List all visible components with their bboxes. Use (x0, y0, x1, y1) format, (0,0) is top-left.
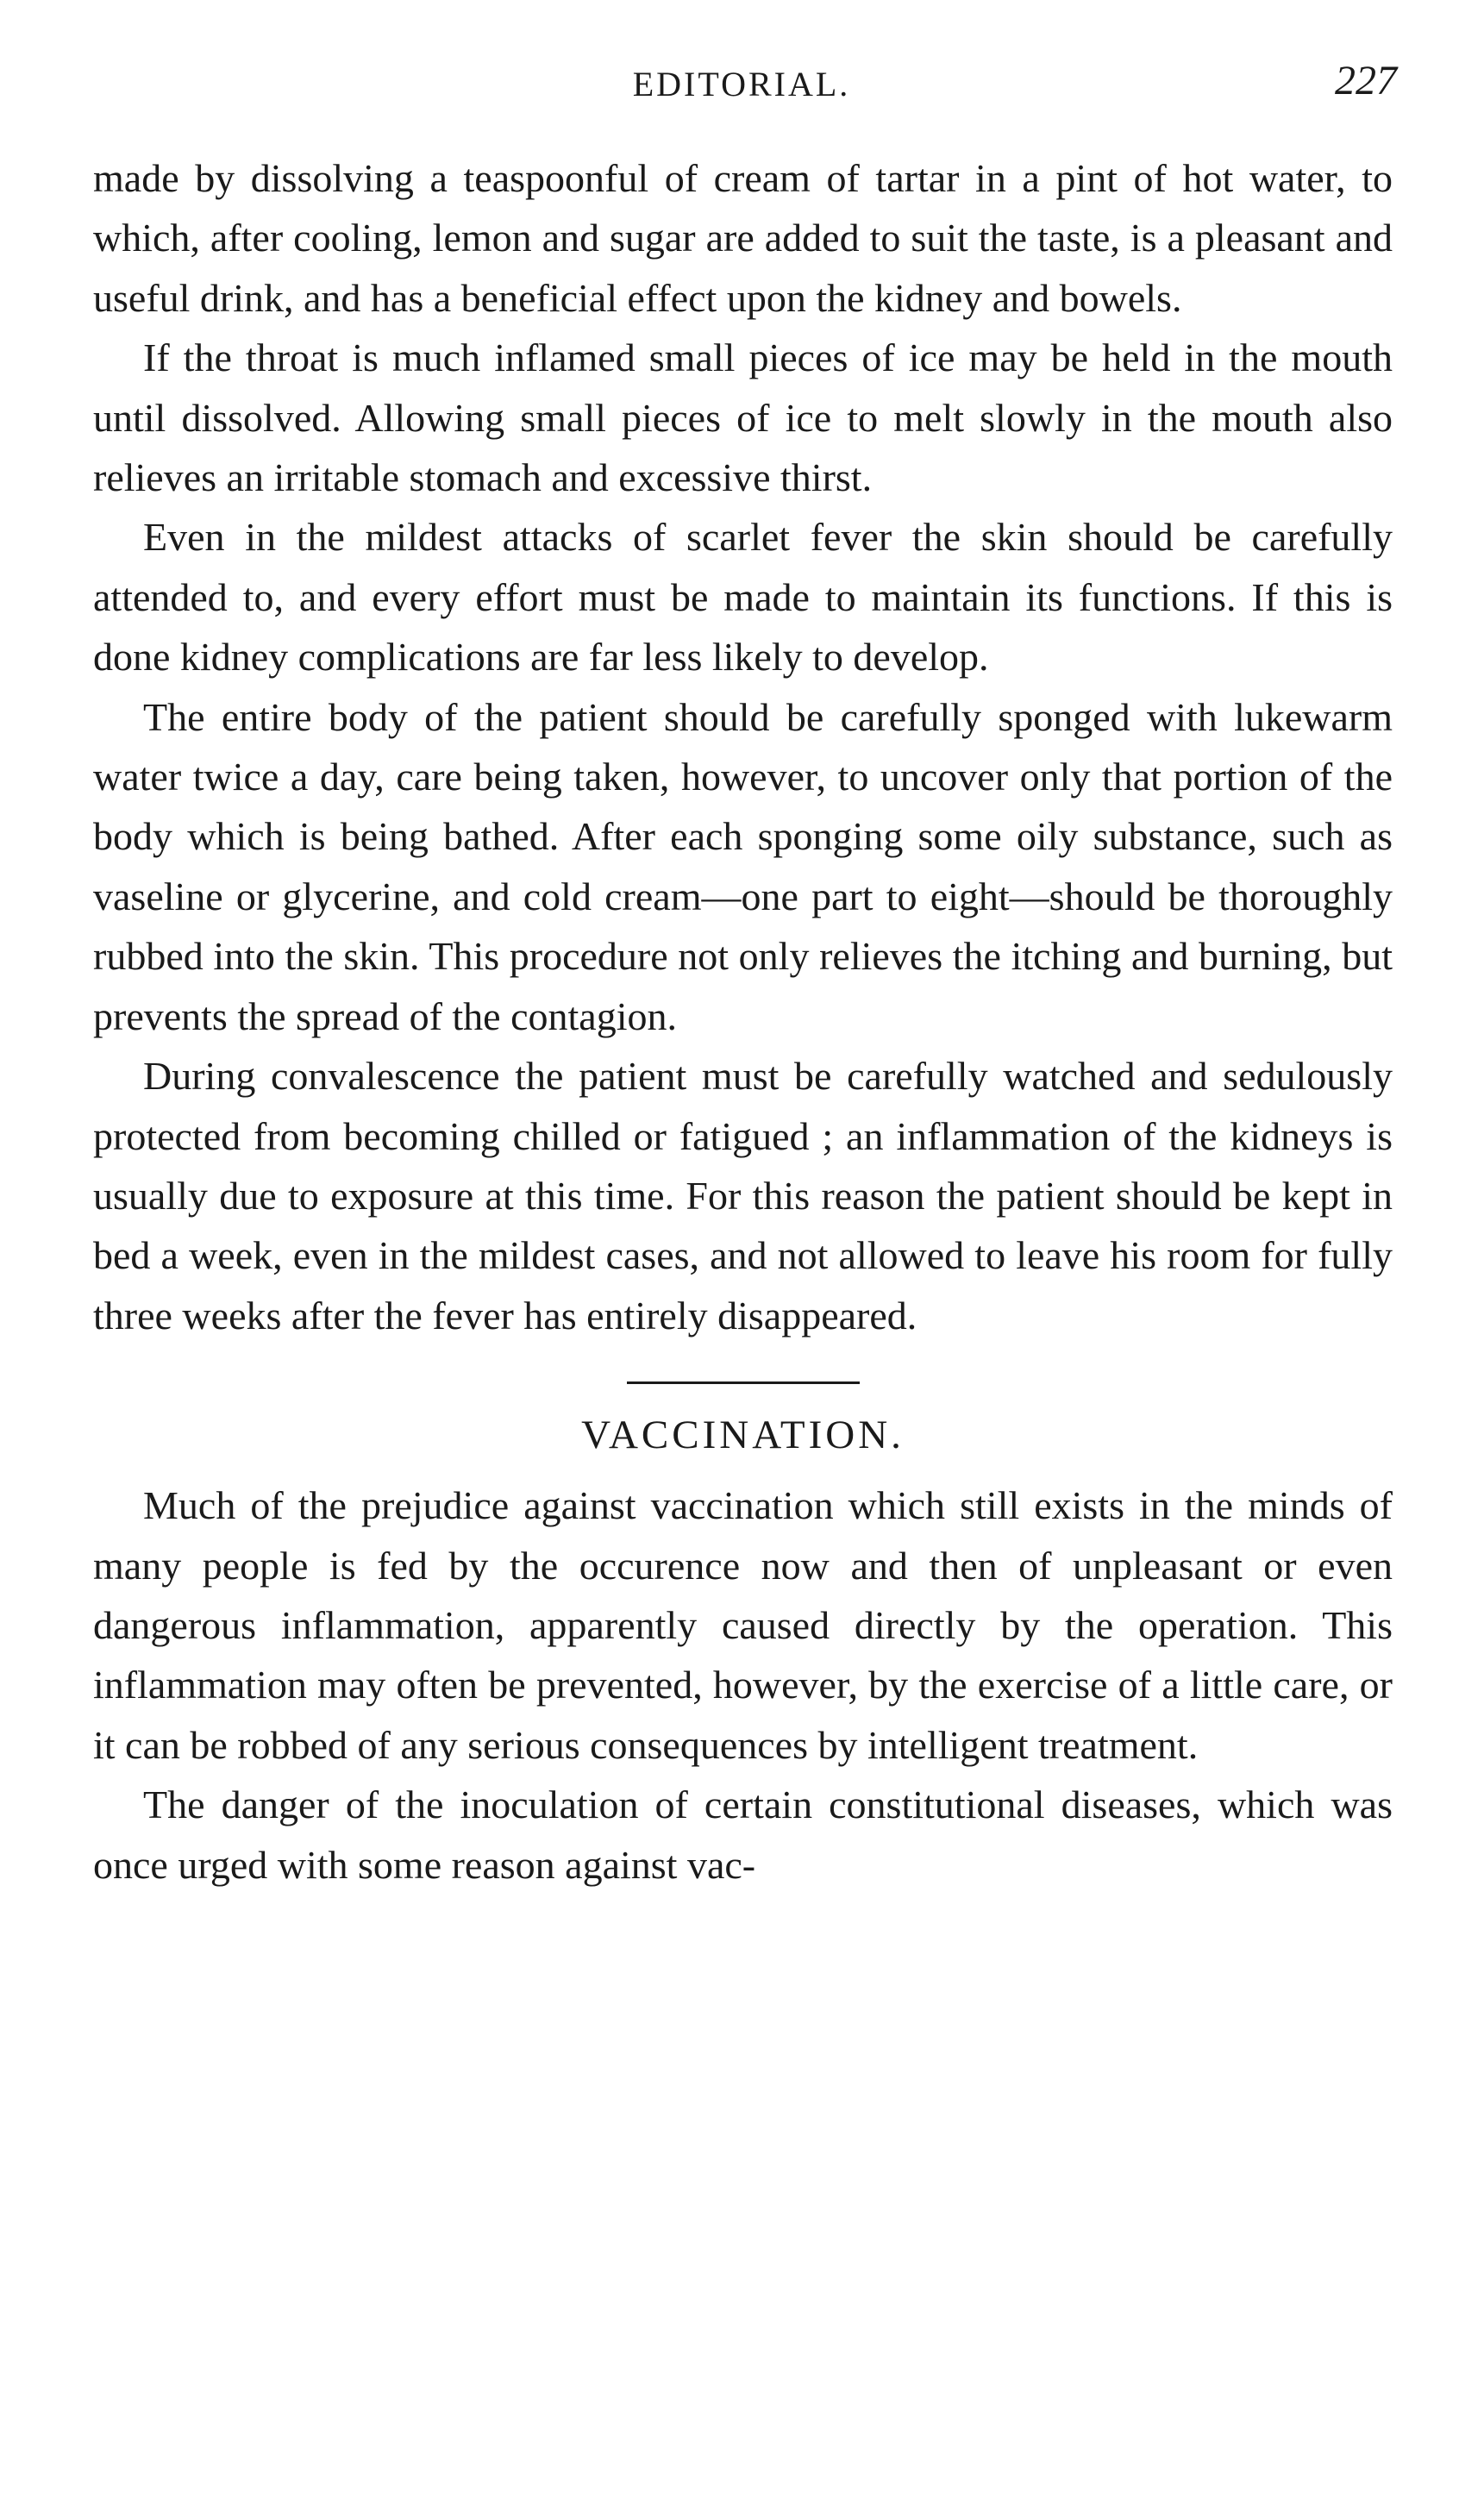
running-head: EDITORIAL. (632, 65, 851, 103)
paragraph-continued: made by dissolving a teaspoonful of cream of tartar in a pint of hot water, to which, after cooling, lemon and sugar are added to suit the taste, is a pleasant and useful drink, and has a beneficial effect upon the kidney and bowels. (93, 156, 1393, 320)
paragraph-throat-inflamed: If the throat is much inflamed small pieces of ice may be held in the mouth until dissolved. Allowing small pieces of ice to melt slowly in the mouth also relieves an irritable stomach and excessive thirst. (93, 335, 1393, 500)
page-header (86, 53, 1397, 114)
section-divider (627, 1381, 860, 1384)
section-title: VACCINATION. (581, 1413, 905, 1458)
paragraph-skin-care: Even in the mildest attacks of scarlet fever the skin should be carefully attended to, and every effort must be made to maintain its functions. If this is done kidney complications are far less likely to develop. (93, 515, 1393, 680)
page-number: 227 (1335, 58, 1397, 103)
paragraph-sponging: The entire body of the patient should be carefully sponged with lukewarm water twice a day, care being taken, however, to uncover only that portion of the body which is being bathed. After each sponging some oily substance, such as vaseline or glycerine, and cold cream—one part to eight—should be thoroughly rubbed into the skin. This procedure not only relieves the itching and burning, but prevents the spread of the contagion. (93, 694, 1393, 1038)
paragraph-vaccination-danger: The danger of the inoculation of certain constitutional diseases, which was once urged with some reason against vac- (93, 1782, 1393, 1887)
paragraph-vaccination-prejudice: Much of the prejudice against vaccination which still exists in the minds of many people is fed by the occurence now and then of unpleasant or even dangerous inflammation, apparently caused directly by the operation. This inflammation may often be prevented, however, by the exercise of a little care, or it can be robbed of any serious consequences by intelligent treatment. (93, 1483, 1393, 1767)
article-body (93, 148, 1393, 1895)
paragraph-convalescence: During convalescence the patient must be carefully watched and sedulously protected from becoming chilled or fatigued ; an inflammation of the kidneys is usually due to exposure at this time. For this reason the patient should be kept in bed a week, even in the mildest cases, and not allowed to leave his room for fully three weeks after the fever has entirely disappeared. (93, 1054, 1393, 1338)
